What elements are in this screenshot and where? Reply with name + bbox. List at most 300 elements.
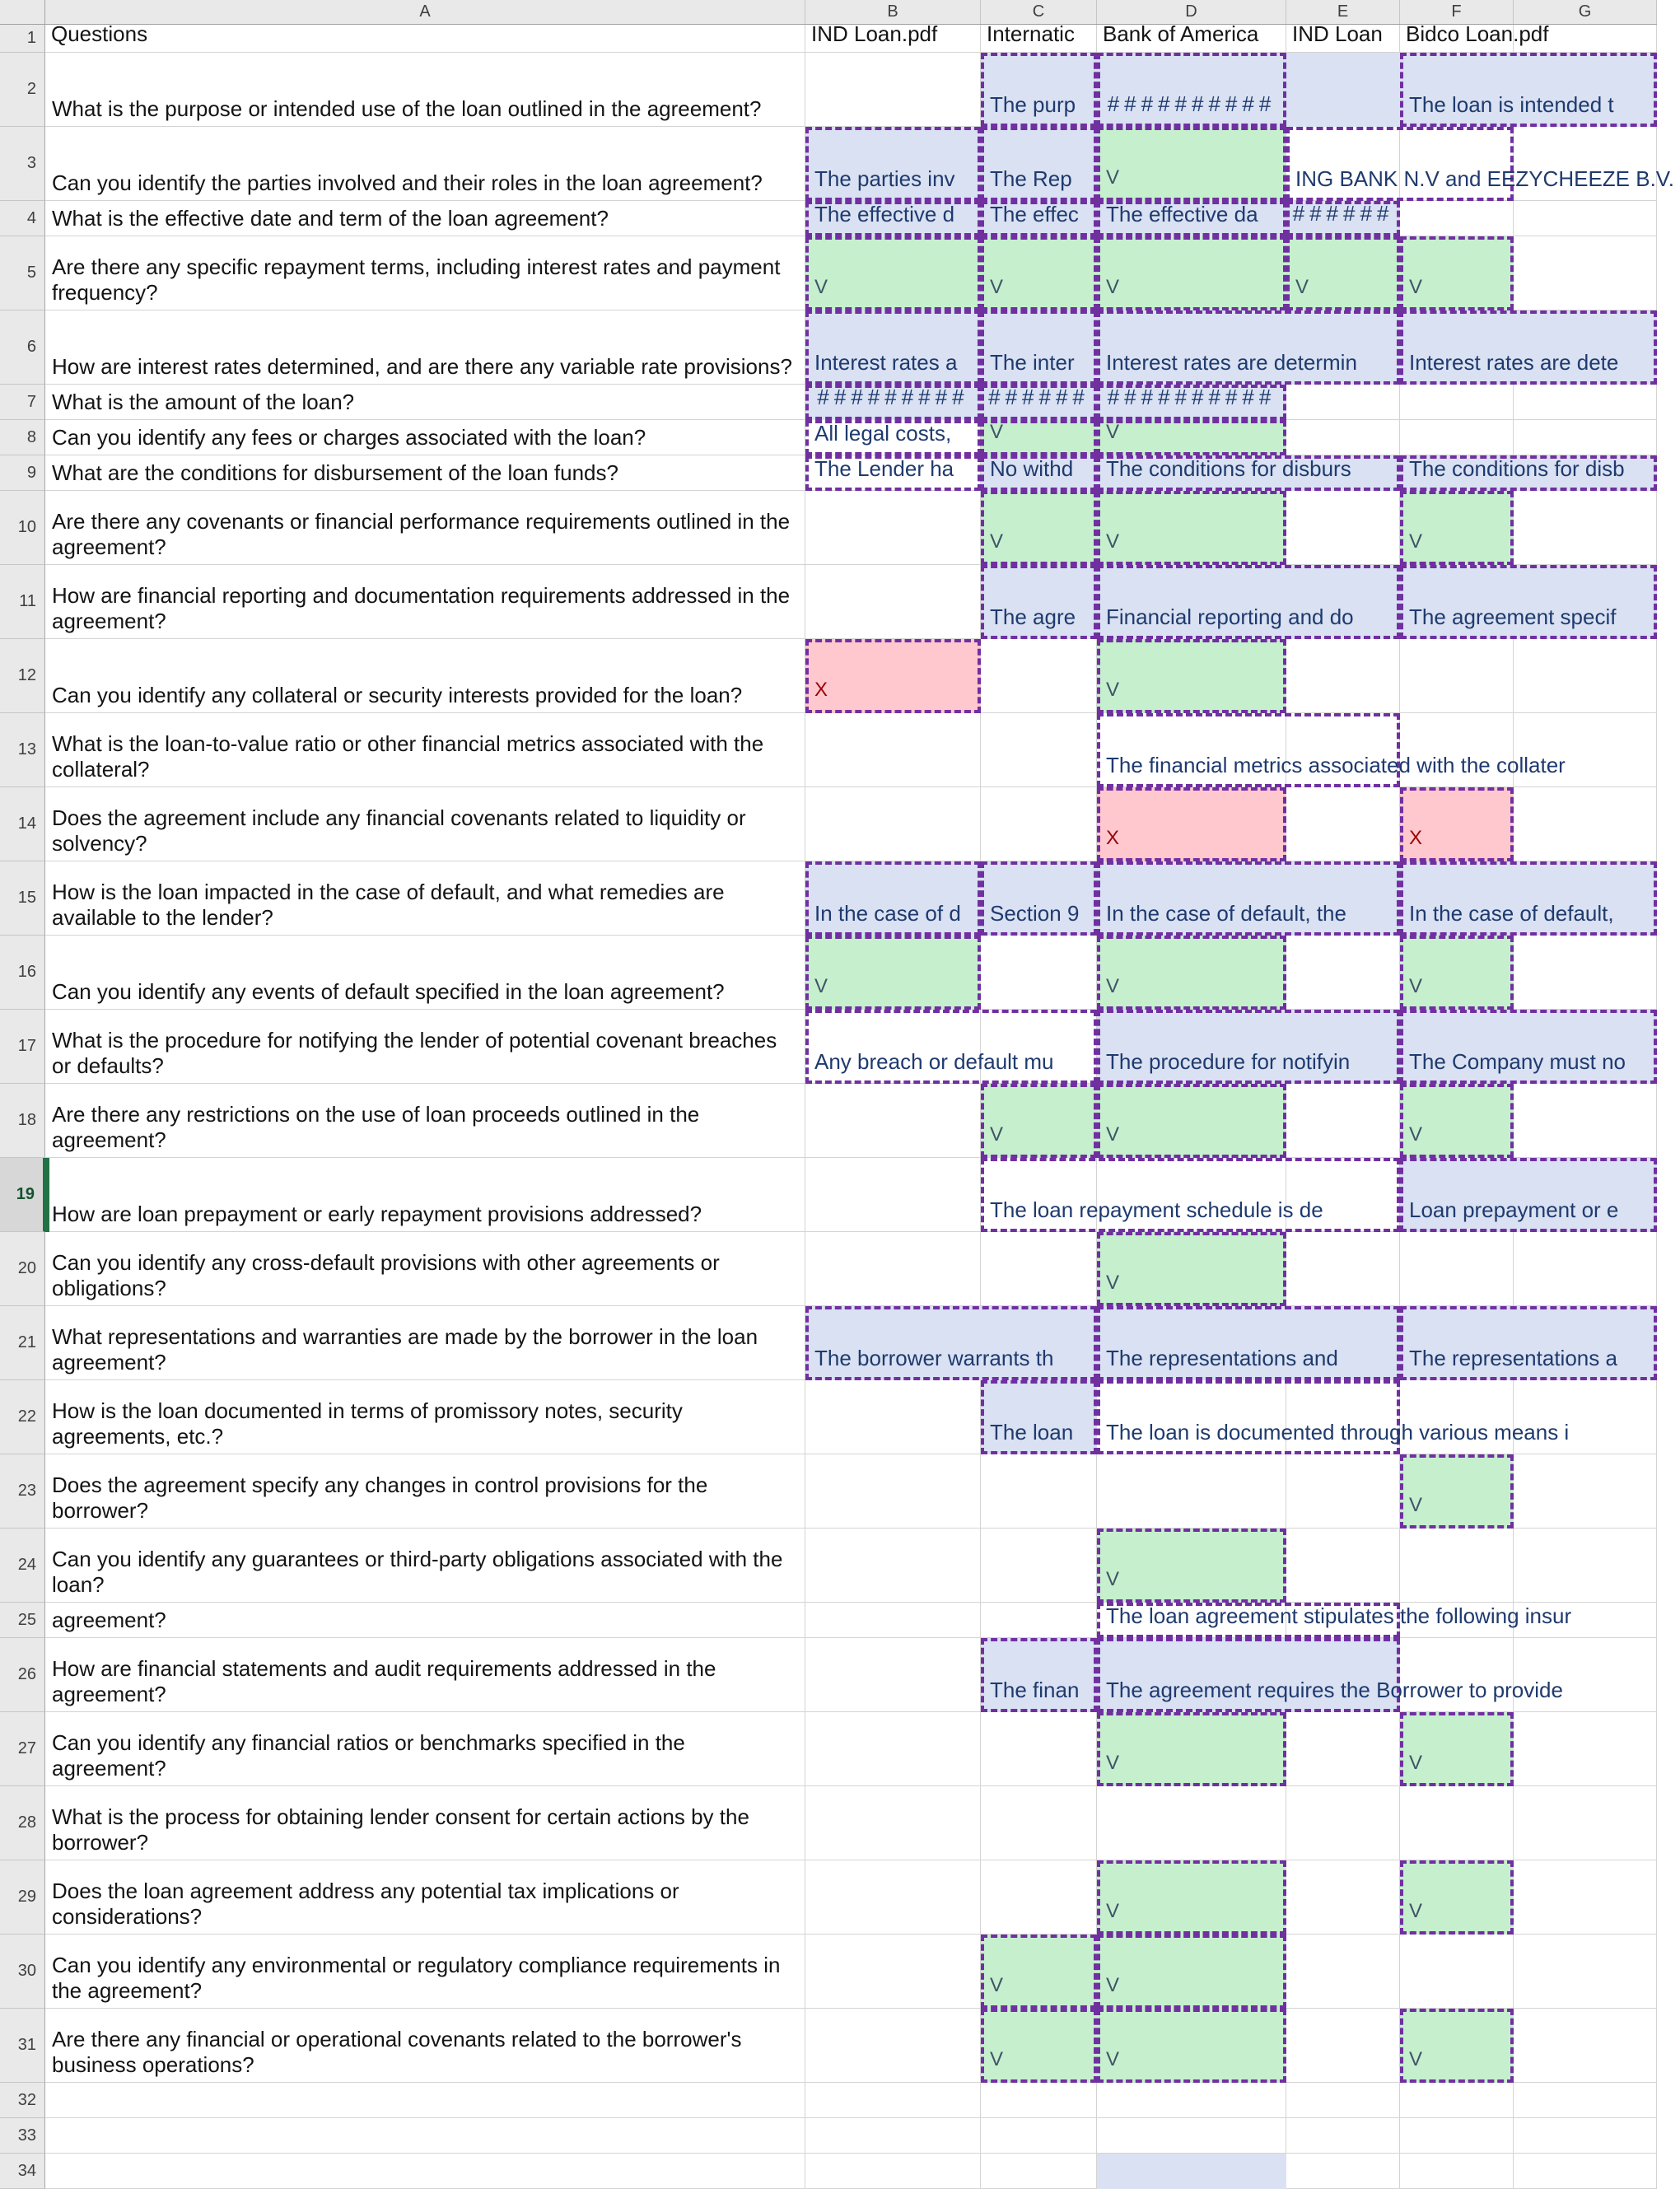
cell-C20[interactable] bbox=[981, 1232, 1097, 1306]
cell-D2-content[interactable] bbox=[1097, 53, 1286, 127]
row-15 bbox=[0, 861, 1657, 936]
cell-text-B21: The borrower warrants th bbox=[814, 1345, 1054, 1370]
cell-A17-content[interactable] bbox=[45, 1010, 805, 1084]
row-header-10[interactable]: 10 bbox=[0, 491, 45, 565]
cell-C15-content[interactable] bbox=[981, 861, 1097, 936]
cell-G12[interactable] bbox=[1514, 639, 1657, 713]
cell-D9-content[interactable] bbox=[1097, 455, 1400, 491]
cell-text-C3: The Rep bbox=[990, 166, 1072, 191]
cell-E14[interactable] bbox=[1286, 787, 1400, 861]
cell-A34[interactable] bbox=[45, 2154, 805, 2189]
cell-text-D31: V bbox=[1106, 2048, 1120, 2071]
cell-A10-content[interactable] bbox=[45, 491, 805, 565]
cell-B7-content[interactable] bbox=[805, 385, 981, 420]
cell-text-D20: V bbox=[1106, 1272, 1120, 1295]
cell-D25-content[interactable] bbox=[1097, 1603, 1572, 1638]
cell-F9-content[interactable] bbox=[1400, 455, 1657, 491]
cell-text-D4: The effective da bbox=[1106, 201, 1258, 226]
cell-D16-content[interactable] bbox=[1097, 936, 1286, 1010]
column-header-G[interactable]: G bbox=[1514, 0, 1657, 24]
cell-A32[interactable] bbox=[45, 2083, 805, 2118]
row-header-12[interactable]: 12 bbox=[0, 639, 45, 713]
cell-F19-content[interactable] bbox=[1400, 1158, 1657, 1232]
row-header-33[interactable]: 33 bbox=[0, 2118, 45, 2154]
cell-B28[interactable] bbox=[805, 1786, 981, 1860]
cell-text-A20: Can you identify any cross-default provisions with other agreements or obligations? bbox=[52, 1249, 720, 1300]
cell-C12[interactable] bbox=[981, 639, 1097, 713]
cell-B22[interactable] bbox=[805, 1380, 981, 1454]
cell-F27-content[interactable] bbox=[1400, 1712, 1514, 1786]
row-header-15[interactable]: 15 bbox=[0, 861, 45, 936]
cell-F15-content[interactable] bbox=[1400, 861, 1657, 936]
cell-F20[interactable] bbox=[1400, 1232, 1514, 1306]
cell-E30[interactable] bbox=[1286, 1935, 1400, 2009]
row-header-24[interactable]: 24 bbox=[0, 1529, 45, 1603]
cell-B15-content[interactable] bbox=[805, 861, 981, 936]
cell-G27[interactable] bbox=[1514, 1712, 1657, 1786]
column-header-F[interactable]: F bbox=[1400, 0, 1514, 24]
cell-G4[interactable] bbox=[1514, 201, 1657, 236]
cell-text-F21: The representations a bbox=[1409, 1345, 1617, 1370]
cell-text-D10: V bbox=[1106, 530, 1120, 553]
cell-D29-content[interactable] bbox=[1097, 1860, 1286, 1935]
cell-E34[interactable] bbox=[1286, 2154, 1400, 2189]
cell-text-D27: V bbox=[1106, 1752, 1120, 1775]
cell-A33[interactable] bbox=[45, 2118, 805, 2154]
row-header-11[interactable]: 11 bbox=[0, 565, 45, 639]
cell-C10-content[interactable] bbox=[981, 491, 1097, 565]
cell-D7-content[interactable] bbox=[1097, 385, 1286, 420]
cell-D22-content[interactable] bbox=[1097, 1380, 1570, 1454]
cell-D23[interactable] bbox=[1097, 1454, 1286, 1529]
cell-F23-content[interactable] bbox=[1400, 1454, 1514, 1529]
row-header-14[interactable]: 14 bbox=[0, 787, 45, 861]
cell-D31-content[interactable] bbox=[1097, 2009, 1286, 2083]
cell-text-A7: What is the amount of the loan? bbox=[52, 389, 355, 414]
cell-C7-content[interactable] bbox=[981, 385, 1097, 420]
cell-text-A4: What is the effective date and term of the loan agreement? bbox=[52, 205, 609, 231]
cell-text-C31: V bbox=[990, 2048, 1004, 2071]
cell-D18-content[interactable] bbox=[1097, 1084, 1286, 1158]
cell-B31[interactable] bbox=[805, 2009, 981, 2083]
cell-F28[interactable] bbox=[1400, 1786, 1514, 1860]
cell-F16-content[interactable] bbox=[1400, 936, 1514, 1010]
row-13 bbox=[0, 713, 1657, 787]
cell-E3-content[interactable] bbox=[1286, 127, 1674, 201]
cell-G32[interactable] bbox=[1514, 2083, 1657, 2118]
cell-D10-content[interactable] bbox=[1097, 491, 1286, 565]
cell-text-A11: How are financial reporting and documentation requirements addressed in the agreement? bbox=[52, 582, 791, 633]
row-header-16[interactable]: 16 bbox=[0, 936, 45, 1010]
cell-D14-content[interactable] bbox=[1097, 787, 1286, 861]
cell-text-D8: V bbox=[1106, 421, 1120, 444]
cell-A23-content[interactable] bbox=[45, 1454, 805, 1529]
cell-D8-content[interactable] bbox=[1097, 420, 1286, 455]
cell-B27[interactable] bbox=[805, 1712, 981, 1786]
cell-A30-content[interactable] bbox=[45, 1935, 805, 2009]
cell-F18-content[interactable] bbox=[1400, 1084, 1514, 1158]
cell-D34-content[interactable] bbox=[1097, 2154, 1286, 2189]
cell-G34[interactable] bbox=[1514, 2154, 1657, 2189]
cell-C1-content[interactable] bbox=[981, 21, 1097, 53]
cell-text-B16: V bbox=[814, 975, 828, 998]
cell-B26[interactable] bbox=[805, 1638, 981, 1712]
cell-D1-content[interactable] bbox=[1097, 21, 1286, 53]
cell-E23[interactable] bbox=[1286, 1454, 1400, 1529]
cell-B11[interactable] bbox=[805, 565, 981, 639]
cell-A24-content[interactable] bbox=[45, 1529, 805, 1603]
cell-text-D6: Interest rates are determin bbox=[1106, 349, 1357, 375]
cell-B5-content[interactable] bbox=[805, 236, 981, 310]
row-header-29[interactable]: 29 bbox=[0, 1860, 45, 1935]
cell-G24[interactable] bbox=[1514, 1529, 1657, 1603]
cell-B1-content[interactable] bbox=[805, 21, 981, 53]
cell-A5-content[interactable] bbox=[45, 236, 805, 310]
cell-F10-content[interactable] bbox=[1400, 491, 1514, 565]
cell-A3-content[interactable] bbox=[45, 127, 805, 201]
row-header-1[interactable]: 1 bbox=[0, 25, 45, 53]
cell-text-A24: Can you identify any guarantees or third-party obligations associated with the loan? bbox=[52, 1546, 783, 1597]
cell-C26-content[interactable] bbox=[981, 1638, 1097, 1712]
cell-A18-content[interactable] bbox=[45, 1084, 805, 1158]
cell-B24[interactable] bbox=[805, 1529, 981, 1603]
cell-A8-content[interactable] bbox=[45, 420, 805, 455]
cell-F5-content[interactable] bbox=[1400, 236, 1514, 310]
column-header-B[interactable]: B bbox=[805, 0, 981, 24]
cell-B32[interactable] bbox=[805, 2083, 981, 2118]
row-header-28[interactable]: 28 bbox=[0, 1786, 45, 1860]
cell-B21-content[interactable] bbox=[805, 1306, 1097, 1380]
cell-E8[interactable] bbox=[1286, 420, 1400, 455]
cell-text-C5: V bbox=[990, 276, 1004, 299]
cell-B6-content[interactable] bbox=[805, 310, 981, 385]
cell-E32[interactable] bbox=[1286, 2083, 1400, 2118]
row-header-9[interactable]: 9 bbox=[0, 455, 45, 491]
row-31 bbox=[0, 2009, 1657, 2083]
cell-B18[interactable] bbox=[805, 1084, 981, 1158]
cell-A20-content[interactable] bbox=[45, 1232, 805, 1306]
row-header-23[interactable]: 23 bbox=[0, 1454, 45, 1529]
cell-F6-content[interactable] bbox=[1400, 310, 1657, 385]
cell-text-C11: The agre bbox=[990, 604, 1076, 629]
column-header-A[interactable]: A bbox=[45, 0, 805, 24]
cell-A31-content[interactable] bbox=[45, 2009, 805, 2083]
cell-text-C1: Internatic bbox=[987, 21, 1075, 46]
cell-F11-content[interactable] bbox=[1400, 565, 1657, 639]
cell-B13[interactable] bbox=[805, 713, 981, 787]
cell-D24-content[interactable] bbox=[1097, 1529, 1286, 1603]
row-header-25[interactable]: 25 bbox=[0, 1603, 45, 1638]
cell-C11-content[interactable] bbox=[981, 565, 1097, 639]
cell-F33[interactable] bbox=[1400, 2118, 1514, 2154]
cell-D17-content[interactable] bbox=[1097, 1010, 1400, 1084]
row-header-34[interactable]: 34 bbox=[0, 2154, 45, 2189]
cell-E1-content[interactable] bbox=[1286, 21, 1400, 53]
cell-B14[interactable] bbox=[805, 787, 981, 861]
cell-F34[interactable] bbox=[1400, 2154, 1514, 2189]
cell-D15-content[interactable] bbox=[1097, 861, 1400, 936]
cell-A16-content[interactable] bbox=[45, 936, 805, 1010]
cell-G23[interactable] bbox=[1514, 1454, 1657, 1529]
cell-C9-content[interactable] bbox=[981, 455, 1097, 491]
cell-D28[interactable] bbox=[1097, 1786, 1286, 1860]
cell-text-A27: Can you identify any financial ratios or benchmarks specified in the agreement? bbox=[52, 1729, 685, 1781]
cell-A19-content[interactable] bbox=[45, 1158, 805, 1232]
cell-C25[interactable] bbox=[981, 1603, 1097, 1638]
row-header-7[interactable]: 7 bbox=[0, 385, 45, 420]
cell-D4-content[interactable] bbox=[1097, 201, 1286, 236]
row-17 bbox=[0, 1010, 1657, 1084]
cell-G28[interactable] bbox=[1514, 1786, 1657, 1860]
cell-text-A13: What is the loan-to-value ratio or other financial metrics associated with the collateral? bbox=[52, 730, 764, 782]
cell-A2-content[interactable] bbox=[45, 53, 805, 127]
cell-D11-content[interactable] bbox=[1097, 565, 1400, 639]
cell-B10[interactable] bbox=[805, 491, 981, 565]
cell-A28-content[interactable] bbox=[45, 1786, 805, 1860]
cell-G33[interactable] bbox=[1514, 2118, 1657, 2154]
cell-text-A6: How are interest rates determined, and are there any variable rate provisions? bbox=[52, 353, 792, 379]
cell-text-F18: V bbox=[1409, 1123, 1423, 1146]
cell-A29-content[interactable] bbox=[45, 1860, 805, 1935]
cell-A25-content[interactable] bbox=[45, 1603, 805, 1638]
row-header-31[interactable]: 31 bbox=[0, 2009, 45, 2083]
cell-E12[interactable] bbox=[1286, 639, 1400, 713]
cell-C19-content[interactable] bbox=[981, 1158, 1400, 1232]
cell-C16[interactable] bbox=[981, 936, 1097, 1010]
cell-C14[interactable] bbox=[981, 787, 1097, 861]
cell-text-E1: IND Loan bbox=[1292, 21, 1383, 46]
row-header-30[interactable]: 30 bbox=[0, 1935, 45, 2009]
cell-E2-content[interactable] bbox=[1286, 53, 1400, 127]
cell-A4-content[interactable] bbox=[45, 201, 805, 236]
cell-text-D16: V bbox=[1106, 975, 1120, 998]
cell-G29[interactable] bbox=[1514, 1860, 1657, 1935]
cell-D27-content[interactable] bbox=[1097, 1712, 1286, 1786]
cell-G30[interactable] bbox=[1514, 1935, 1657, 2009]
cell-E7[interactable] bbox=[1286, 385, 1400, 420]
cell-B2[interactable] bbox=[805, 53, 981, 127]
cell-C3-content[interactable] bbox=[981, 127, 1097, 201]
cell-B19[interactable] bbox=[805, 1158, 981, 1232]
cell-text-A31: Are there any financial or operational covenants related to the borrower's business operations? bbox=[52, 2026, 742, 2077]
row-16 bbox=[0, 936, 1657, 1010]
cell-D33[interactable] bbox=[1097, 2118, 1286, 2154]
cell-G7[interactable] bbox=[1514, 385, 1657, 420]
cell-B23[interactable] bbox=[805, 1454, 981, 1529]
cell-D32[interactable] bbox=[1097, 2083, 1286, 2118]
row-header-26[interactable]: 26 bbox=[0, 1638, 45, 1712]
row-33 bbox=[0, 2118, 1657, 2154]
cell-E33[interactable] bbox=[1286, 2118, 1400, 2154]
cell-F32[interactable] bbox=[1400, 2083, 1514, 2118]
row-header-18[interactable]: 18 bbox=[0, 1084, 45, 1158]
column-header-C[interactable]: C bbox=[981, 0, 1097, 24]
cell-C5-content[interactable] bbox=[981, 236, 1097, 310]
cell-A9-content[interactable] bbox=[45, 455, 805, 491]
cell-F2-content[interactable] bbox=[1400, 53, 1657, 127]
cell-E4-content[interactable] bbox=[1286, 201, 1400, 236]
cell-G14[interactable] bbox=[1514, 787, 1657, 861]
cell-A22-content[interactable] bbox=[45, 1380, 805, 1454]
row-header-2[interactable]: 2 bbox=[0, 53, 45, 127]
cell-F12[interactable] bbox=[1400, 639, 1514, 713]
cell-C32[interactable] bbox=[981, 2083, 1097, 2118]
cell-C33[interactable] bbox=[981, 2118, 1097, 2154]
cell-G18[interactable] bbox=[1514, 1084, 1657, 1158]
cell-G20[interactable] bbox=[1514, 1232, 1657, 1306]
cell-B4-content[interactable] bbox=[805, 201, 981, 236]
column-header-E[interactable]: E bbox=[1286, 0, 1400, 24]
cell-B8-content[interactable] bbox=[805, 420, 981, 455]
row-header-3[interactable]: 3 bbox=[0, 127, 45, 201]
cell-A13-content[interactable] bbox=[45, 713, 805, 787]
cell-E5-content[interactable] bbox=[1286, 236, 1400, 310]
cell-A11-content[interactable] bbox=[45, 565, 805, 639]
row-header-22[interactable]: 22 bbox=[0, 1380, 45, 1454]
cell-C29[interactable] bbox=[981, 1860, 1097, 1935]
cell-E20[interactable] bbox=[1286, 1232, 1400, 1306]
cell-F4[interactable] bbox=[1400, 201, 1514, 236]
cell-F8[interactable] bbox=[1400, 420, 1514, 455]
cell-F21-content[interactable] bbox=[1400, 1306, 1657, 1380]
cell-C18-content[interactable] bbox=[981, 1084, 1097, 1158]
cell-B12-content[interactable] bbox=[805, 639, 981, 713]
cell-text-A10: Are there any covenants or financial performance requirements outlined in the agreement? bbox=[52, 508, 791, 559]
cell-C4-content[interactable] bbox=[981, 201, 1097, 236]
column-header-D[interactable]: D bbox=[1097, 0, 1286, 24]
cell-C2-content[interactable] bbox=[981, 53, 1097, 127]
cell-F31-content[interactable] bbox=[1400, 2009, 1514, 2083]
cell-D5-content[interactable] bbox=[1097, 236, 1286, 310]
row-14 bbox=[0, 787, 1657, 861]
row-26 bbox=[0, 1638, 1657, 1712]
row-header-13[interactable]: 13 bbox=[0, 713, 45, 787]
cell-F17-content[interactable] bbox=[1400, 1010, 1657, 1084]
cell-B16-content[interactable] bbox=[805, 936, 981, 1010]
cell-G5[interactable] bbox=[1514, 236, 1657, 310]
row-header-6[interactable]: 6 bbox=[0, 310, 45, 385]
cell-C27[interactable] bbox=[981, 1712, 1097, 1786]
cell-E27[interactable] bbox=[1286, 1712, 1400, 1786]
cell-text-B5: V bbox=[814, 276, 828, 299]
cell-text-D3: V bbox=[1106, 166, 1120, 189]
cell-E10[interactable] bbox=[1286, 491, 1400, 565]
cell-F24[interactable] bbox=[1400, 1529, 1514, 1603]
row-10 bbox=[0, 491, 1657, 565]
select-all-corner[interactable] bbox=[0, 0, 45, 24]
cell-B9-content[interactable] bbox=[805, 455, 981, 491]
cell-C22-content[interactable] bbox=[981, 1380, 1097, 1454]
cell-D6-content[interactable] bbox=[1097, 310, 1400, 385]
row-header-17[interactable]: 17 bbox=[0, 1010, 45, 1084]
cell-D3-content[interactable] bbox=[1097, 127, 1286, 201]
cell-B34[interactable] bbox=[805, 2154, 981, 2189]
cell-text-C2: The purp bbox=[990, 91, 1076, 117]
cell-B20[interactable] bbox=[805, 1232, 981, 1306]
cell-A21-content[interactable] bbox=[45, 1306, 805, 1380]
cell-text-F1: Bidco Loan.pdf bbox=[1406, 21, 1549, 46]
cell-B17-content[interactable] bbox=[805, 1010, 1097, 1084]
cell-A12-content[interactable] bbox=[45, 639, 805, 713]
cell-A1-content[interactable] bbox=[45, 21, 805, 53]
cell-C28[interactable] bbox=[981, 1786, 1097, 1860]
row-header-21[interactable]: 21 bbox=[0, 1306, 45, 1380]
cell-text-D18: V bbox=[1106, 1123, 1120, 1146]
cell-D21-content[interactable] bbox=[1097, 1306, 1400, 1380]
cell-G8[interactable] bbox=[1514, 420, 1657, 455]
cell-F7[interactable] bbox=[1400, 385, 1514, 420]
cell-E16[interactable] bbox=[1286, 936, 1400, 1010]
row-header-27[interactable]: 27 bbox=[0, 1712, 45, 1786]
selection-indicator bbox=[45, 1158, 49, 1232]
cell-text-B12: X bbox=[814, 679, 828, 702]
row-20 bbox=[0, 1232, 1657, 1306]
cell-B3-content[interactable] bbox=[805, 127, 981, 201]
cell-C34[interactable] bbox=[981, 2154, 1097, 2189]
cell-D20-content[interactable] bbox=[1097, 1232, 1286, 1306]
cell-D13-content[interactable] bbox=[1097, 713, 1566, 787]
cell-text-F11: The agreement specif bbox=[1409, 604, 1617, 629]
cell-B33[interactable] bbox=[805, 2118, 981, 2154]
cell-text-F23: V bbox=[1409, 1494, 1423, 1517]
cell-text-D15: In the case of default, the bbox=[1106, 900, 1346, 926]
cell-B25[interactable] bbox=[805, 1603, 981, 1638]
row-header-4[interactable]: 4 bbox=[0, 201, 45, 236]
cell-G31[interactable] bbox=[1514, 2009, 1657, 2083]
row-header-32[interactable]: 32 bbox=[0, 2083, 45, 2118]
cell-C23[interactable] bbox=[981, 1454, 1097, 1529]
cell-D30-content[interactable] bbox=[1097, 1935, 1286, 2009]
row-4 bbox=[0, 201, 1657, 236]
cell-E18[interactable] bbox=[1286, 1084, 1400, 1158]
cell-A14-content[interactable] bbox=[45, 787, 805, 861]
row-header-5[interactable]: 5 bbox=[0, 236, 45, 310]
row-header-20[interactable]: 20 bbox=[0, 1232, 45, 1306]
cell-text-A12: Can you identify any collateral or security interests provided for the loan? bbox=[52, 682, 743, 707]
cell-A15-content[interactable] bbox=[45, 861, 805, 936]
cell-C13[interactable] bbox=[981, 713, 1097, 787]
cell-G16[interactable] bbox=[1514, 936, 1657, 1010]
cell-B30[interactable] bbox=[805, 1935, 981, 2009]
cell-A6-content[interactable] bbox=[45, 310, 805, 385]
cell-text-D24: V bbox=[1106, 1568, 1120, 1591]
cell-B29[interactable] bbox=[805, 1860, 981, 1935]
cell-G10[interactable] bbox=[1514, 491, 1657, 565]
row-header-19[interactable]: 19 bbox=[0, 1158, 45, 1232]
cell-F29-content[interactable] bbox=[1400, 1860, 1514, 1935]
cell-E29[interactable] bbox=[1286, 1860, 1400, 1935]
cell-D12-content[interactable] bbox=[1097, 639, 1286, 713]
cell-A27-content[interactable] bbox=[45, 1712, 805, 1786]
cell-F14-content[interactable] bbox=[1400, 787, 1514, 861]
cell-C8-content[interactable] bbox=[981, 420, 1097, 455]
cell-F1-content[interactable] bbox=[1400, 21, 1657, 53]
cell-C31-content[interactable] bbox=[981, 2009, 1097, 2083]
row-header-8[interactable]: 8 bbox=[0, 420, 45, 455]
cell-A7-content[interactable] bbox=[45, 385, 805, 420]
cell-text-C22: The loan bbox=[990, 1419, 1074, 1445]
cell-D26-content[interactable] bbox=[1097, 1638, 1563, 1712]
cell-E28[interactable] bbox=[1286, 1786, 1400, 1860]
cell-C30-content[interactable] bbox=[981, 1935, 1097, 2009]
cell-text-A28: What is the process for obtaining lender consent for certain actions by the borrower? bbox=[52, 1804, 749, 1855]
cell-A26-content[interactable] bbox=[45, 1638, 805, 1712]
cell-F30[interactable] bbox=[1400, 1935, 1514, 2009]
cell-C24[interactable] bbox=[981, 1529, 1097, 1603]
cell-E24[interactable] bbox=[1286, 1529, 1400, 1603]
cell-E31[interactable] bbox=[1286, 2009, 1400, 2083]
cell-C6-content[interactable] bbox=[981, 310, 1097, 385]
